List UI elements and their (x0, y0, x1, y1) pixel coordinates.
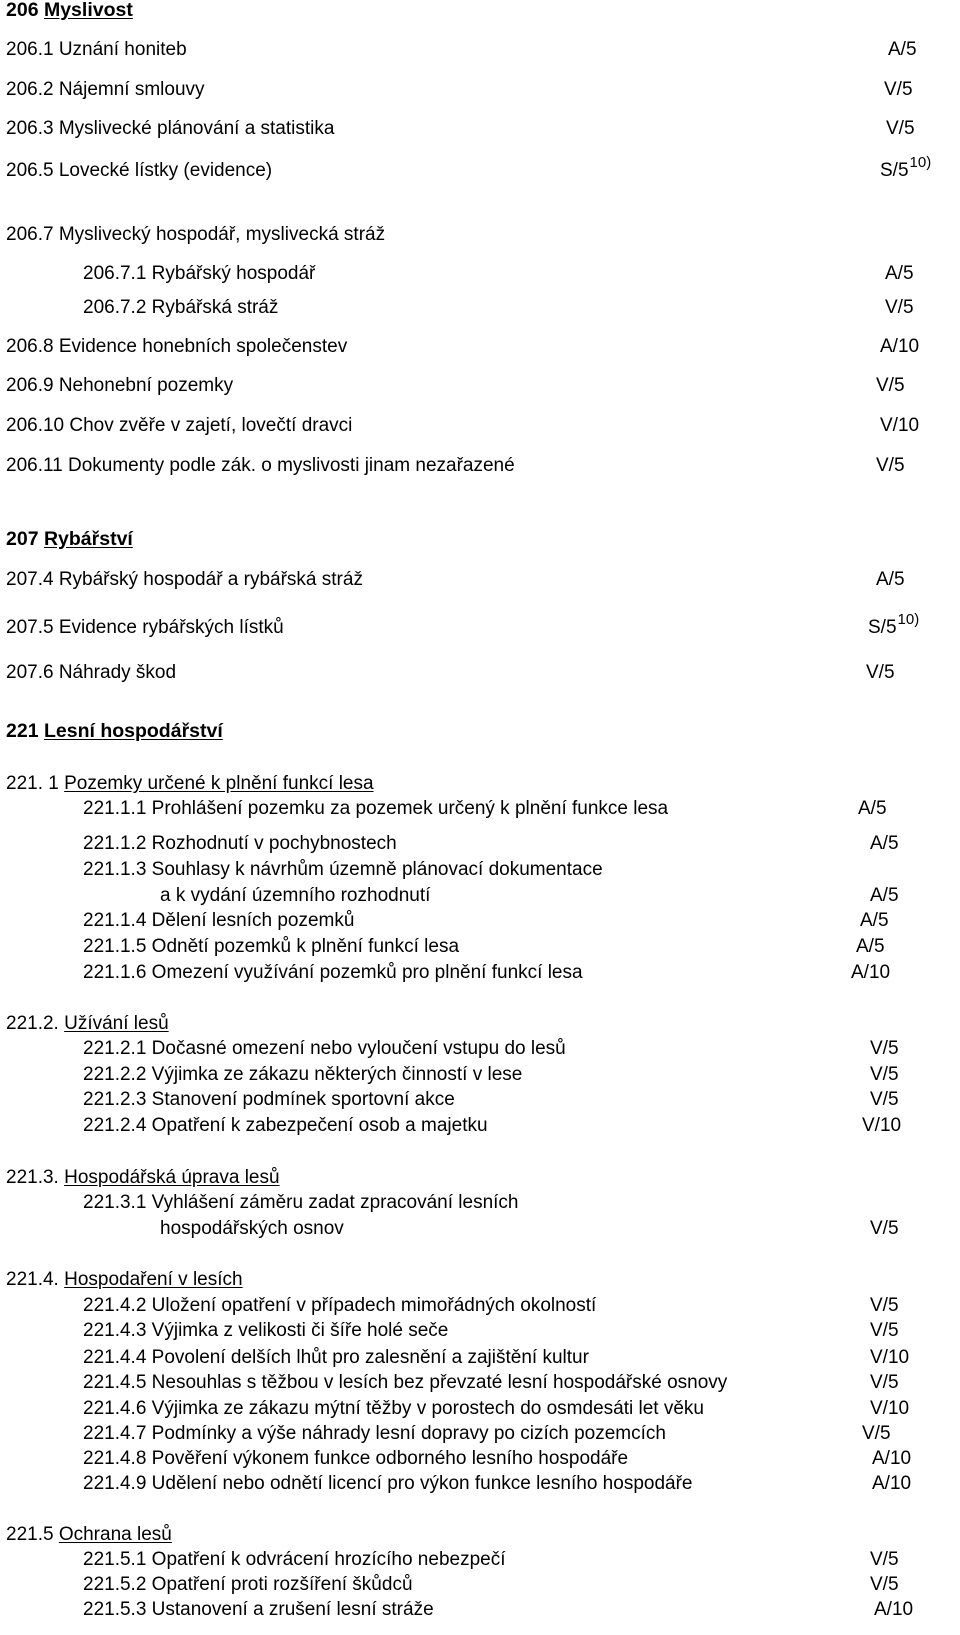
list-item-text: 206.1 Uznání honiteb (6, 39, 187, 60)
group-number: 221.5 (6, 1524, 54, 1545)
retention-code (874, 1600, 913, 1619)
footnote-ref: 10) (909, 154, 932, 171)
list-item-text: 221.4.5 Nesouhlas s těžbou v lesích bez převzaté lesní hospodářské osnovy (83, 1372, 728, 1393)
list-item-text: 206.7 Myslivecký hospodář, myslivecká stráž (6, 224, 386, 245)
retention-code-value: A/10 (872, 1473, 912, 1494)
list-item-text: 221.4.3 Výjimka z velikosti či šíře holé seče (83, 1320, 449, 1341)
retention-code-value: V/10 (880, 415, 920, 436)
list-item-text: 207.4 Rybářský hospodář a rybářská stráž (6, 569, 363, 590)
list-item-text: 221.1.1 Prohlášení pozemku za pozemek určený k plnění funkce lesa (83, 798, 669, 819)
retention-code-value: V/5 (862, 1423, 891, 1444)
group-heading (6, 1270, 243, 1289)
section-title: Lesní hospodářství (43, 720, 223, 742)
retention-code-value: A/5 (888, 39, 917, 60)
list-item-text: 206.7.2 Rybářská stráž (83, 297, 279, 318)
retention-code-value: S/5 (880, 160, 909, 181)
list-item-text: 221.4.7 Podmínky a výše náhrady lesní dopravy po cizích pozemcích (83, 1423, 666, 1444)
retention-code-value: V/5 (870, 1295, 899, 1316)
retention-code-value: V/5 (876, 455, 905, 476)
list-item-text: 206.8 Evidence honebních společenstev (6, 336, 348, 357)
retention-code (868, 611, 920, 638)
retention-code (856, 937, 885, 956)
retention-code (870, 1399, 909, 1418)
list-item-text: 221.5.1 Opatření k odvrácení hrozícího nebezpečí (83, 1549, 506, 1570)
retention-code-value: A/5 (885, 263, 914, 284)
list-item-text: 221.1.3 Souhlasy k návrhům územně plánovací dokumentace (83, 859, 603, 880)
retention-code (880, 337, 919, 356)
retention-code-value: V/5 (876, 375, 905, 396)
retention-code-value: A/5 (858, 798, 887, 819)
list-item-text: 206.5 Lovecké lístky (evidence) (6, 160, 273, 181)
retention-code (885, 298, 914, 317)
list-item-text: 221.5.2 Opatření proti rozšíření škůdců (83, 1574, 413, 1595)
retention-code (870, 1321, 899, 1340)
group-heading (6, 1168, 280, 1187)
retention-code (884, 80, 913, 99)
retention-code-value: V/5 (884, 79, 913, 100)
list-item-text: 206.2 Nájemní smlouvy (6, 79, 205, 100)
list-item-text: 221.1.6 Omezení využívání pozemků pro plnění funkcí lesa (83, 962, 583, 983)
retention-code (872, 1474, 911, 1493)
retention-code (870, 1550, 899, 1569)
section-number: 221 (6, 720, 39, 742)
list-item-text: 221.5.3 Ustanovení a zrušení lesní stráže (83, 1599, 434, 1620)
retention-code-value: V/5 (885, 297, 914, 318)
retention-code-value: A/10 (874, 1599, 914, 1620)
retention-code-value: V/5 (870, 1089, 899, 1110)
section-heading (6, 530, 133, 550)
retention-code (880, 416, 919, 435)
retention-code-value: V/5 (886, 118, 915, 139)
section-number: 206 (6, 0, 39, 21)
retention-code (870, 834, 899, 853)
section-heading (6, 1, 133, 21)
retention-code (870, 1348, 909, 1367)
group-heading (6, 1525, 172, 1544)
list-item-text: hospodářských osnov (160, 1218, 344, 1239)
list-item-text: 221.2.4 Opatření k zabezpečení osob a majetku (83, 1115, 488, 1136)
list-item-text: 221.4.2 Uložení opatření v případech mimořádných okolností (83, 1295, 597, 1316)
list-item-text: 221.4.9 Udělení nebo odnětí licencí pro výkon funkce lesního hospodáře (83, 1473, 693, 1494)
retention-code-value: V/5 (870, 1320, 899, 1341)
retention-code (876, 570, 905, 589)
retention-code (870, 1373, 899, 1392)
retention-code (860, 911, 889, 930)
retention-code (886, 119, 915, 138)
retention-code (876, 456, 905, 475)
retention-code (862, 1424, 891, 1443)
list-item-text: 221.1.2 Rozhodnutí v pochybnostech (83, 833, 397, 854)
retention-code (858, 799, 887, 818)
retention-code-value: A/10 (880, 336, 920, 357)
list-item-text: 221.4.8 Pověření výkonem funkce odborného lesního hospodáře (83, 1448, 629, 1469)
retention-code-value: V/5 (870, 1372, 899, 1393)
retention-code (885, 264, 914, 283)
list-item-text: 206.11 Dokumenty podle zák. o myslivosti jinam nezařazené (6, 455, 515, 476)
retention-code-value: A/10 (872, 1448, 912, 1469)
group-heading (6, 1014, 169, 1033)
retention-code (870, 1039, 899, 1058)
section-heading (6, 722, 223, 742)
retention-code (872, 1449, 911, 1468)
retention-code (880, 154, 932, 181)
retention-code-value: V/5 (870, 1549, 899, 1570)
retention-code-value: V/5 (870, 1574, 899, 1595)
list-item-text: 207.6 Náhrady škod (6, 662, 177, 683)
group-number: 221. 1 (6, 773, 59, 794)
list-item-text: 221.3.1 Vyhlášení záměru zadat zpracování lesních (83, 1192, 519, 1213)
list-item-text: 206.7.1 Rybářský hospodář (83, 263, 316, 284)
group-title: Užívání lesů (64, 1013, 169, 1034)
list-item-text: 206.3 Myslivecké plánování a statistika (6, 118, 335, 139)
section-title: Rybářství (43, 528, 133, 550)
list-item-text: 207.5 Evidence rybářských lístků (6, 617, 284, 638)
list-item-text: 221.2.3 Stanovení podmínek sportovní akce (83, 1089, 455, 1110)
retention-code (862, 1116, 901, 1135)
list-item-text: 221.1.5 Odnětí pozemků k plnění funkcí lesa (83, 936, 460, 957)
list-item-text: 221.2.1 Dočasné omezení nebo vyloučení vstupu do lesů (83, 1038, 566, 1059)
retention-code-value: A/5 (856, 936, 885, 957)
retention-code (851, 963, 890, 982)
retention-code-value: S/5 (868, 617, 897, 638)
retention-code-value: A/5 (860, 910, 889, 931)
section-number: 207 (6, 528, 39, 550)
section-title: Myslivost (43, 0, 133, 21)
retention-code-value: A/5 (876, 569, 905, 590)
group-number: 221.3. (6, 1167, 59, 1188)
retention-code-value: A/10 (851, 962, 891, 983)
group-title: Pozemky určené k plnění funkcí lesa (64, 773, 374, 794)
retention-code-value: A/5 (870, 885, 899, 906)
retention-code-value: V/10 (870, 1347, 910, 1368)
group-title: Ochrana lesů (58, 1524, 172, 1545)
retention-code-value: A/5 (870, 833, 899, 854)
retention-code-value: V/5 (866, 662, 895, 683)
retention-code-value: V/5 (870, 1038, 899, 1059)
retention-code (870, 1296, 899, 1315)
retention-code (870, 1219, 899, 1238)
retention-code (866, 663, 895, 682)
footnote-ref: 10) (897, 611, 920, 628)
list-item-text: 221.1.4 Dělení lesních pozemků (83, 910, 355, 931)
list-item-text: 221.4.4 Povolení delších lhůt pro zalesnění a zajištění kultur (83, 1347, 589, 1368)
group-number: 221.4. (6, 1269, 59, 1290)
list-item-text: a k vydání územního rozhodnutí (160, 885, 431, 906)
retention-code-value: V/10 (870, 1398, 910, 1419)
group-heading (6, 774, 374, 793)
retention-code-value: V/10 (862, 1115, 902, 1136)
retention-code (870, 1065, 899, 1084)
group-number: 221.2. (6, 1013, 59, 1034)
retention-code-value: V/5 (870, 1218, 899, 1239)
group-title: Hospodářská úprava lesů (64, 1167, 280, 1188)
list-item-text: 221.4.6 Výjimka ze zákazu mýtní těžby v porostech do osmdesáti let věku (83, 1398, 704, 1419)
list-item-text: 221.2.2 Výjimka ze zákazu některých činností v lese (83, 1064, 523, 1085)
retention-code-value: V/5 (870, 1064, 899, 1085)
retention-code (870, 1090, 899, 1109)
list-item-text: 206.10 Chov zvěře v zajetí, lovečtí dravci (6, 415, 353, 436)
retention-code (870, 886, 899, 905)
retention-code (888, 40, 917, 59)
group-title: Hospodaření v lesích (64, 1269, 243, 1290)
retention-code (876, 376, 905, 395)
retention-code (870, 1575, 899, 1594)
list-item-text: 206.9 Nehonební pozemky (6, 375, 234, 396)
